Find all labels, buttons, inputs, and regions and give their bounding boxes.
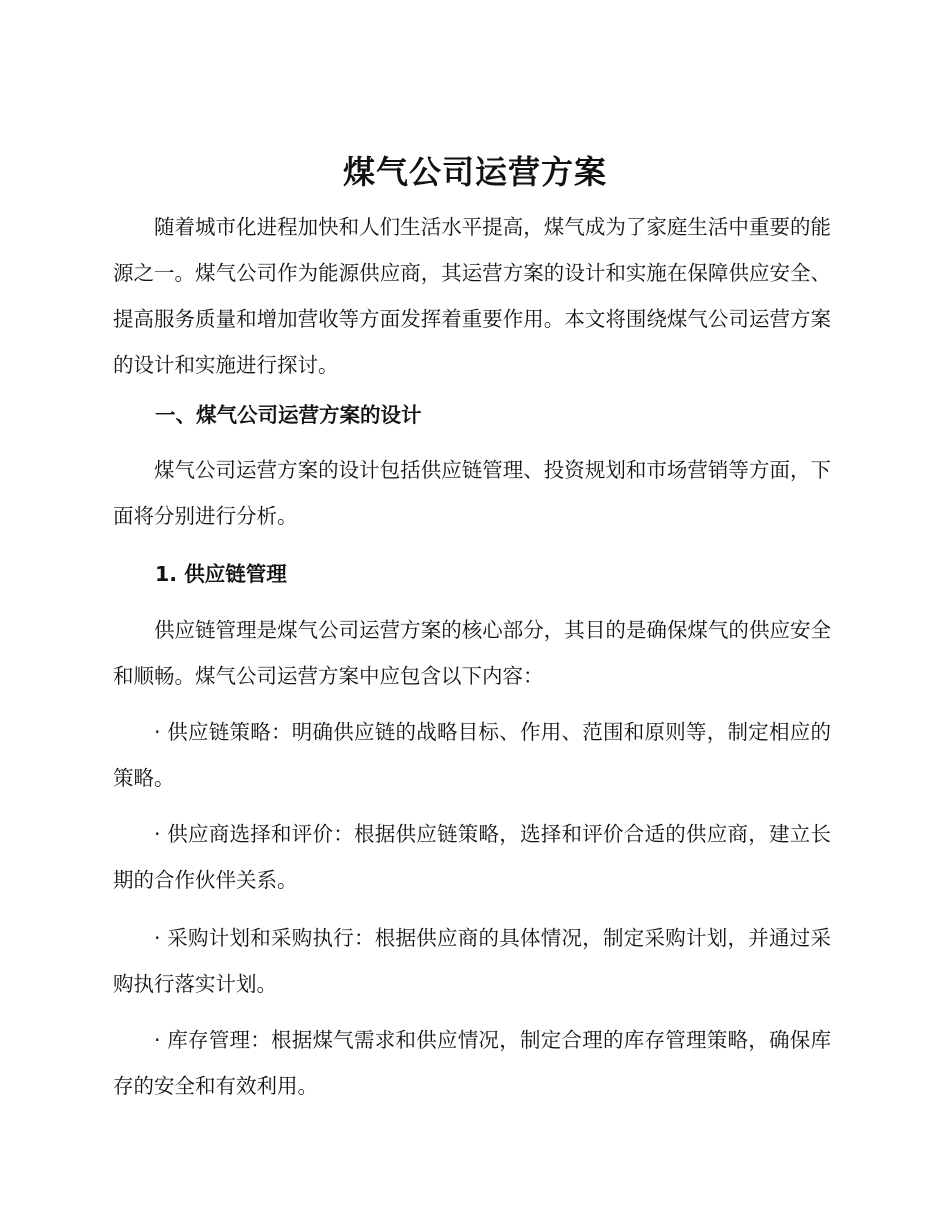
list-item: · 采购计划和采购执行：根据供应商的具体情况，制定采购计划，并通过采购执行落实计划。 <box>113 926 831 996</box>
list-item: · 库存管理：根据煤气需求和供应情况，制定合理的库存管理策略，确保库存的安全和有效利用。 <box>113 1028 831 1098</box>
intro-paragraph: 随着城市化进程加快和人们生活水平提高，煤气成为了家庭生活中重要的能源之一。煤气公司作为能源供应商，其运营方案的设计和实施在保障供应安全、提高服务质量和增加营收等方面发挥着重要作用。本文将围绕煤气公司运营方案的设计和实施进行探讨。 <box>113 215 831 377</box>
subsection-heading: 1. 供应链管理 <box>155 562 287 586</box>
list-item: · 供应商选择和评价：根据供应链策略，选择和评价合适的供应商，建立长期的合作伙伴关系。 <box>113 822 831 892</box>
section-paragraph: 煤气公司运营方案的设计包括供应链管理、投资规划和市场营销等方面，下面将分别进行分析。 <box>113 458 831 528</box>
list-item: · 供应链策略：明确供应链的战略目标、作用、范围和原则等，制定相应的策略。 <box>113 720 831 790</box>
section-heading: 一、煤气公司运营方案的设计 <box>155 403 422 427</box>
document-title: 煤气公司运营方案 <box>342 153 607 191</box>
subsection-paragraph: 供应链管理是煤气公司运营方案的核心部分，其目的是确保煤气的供应安全和顺畅。煤气公司运营方案中应包含以下内容： <box>113 618 831 688</box>
